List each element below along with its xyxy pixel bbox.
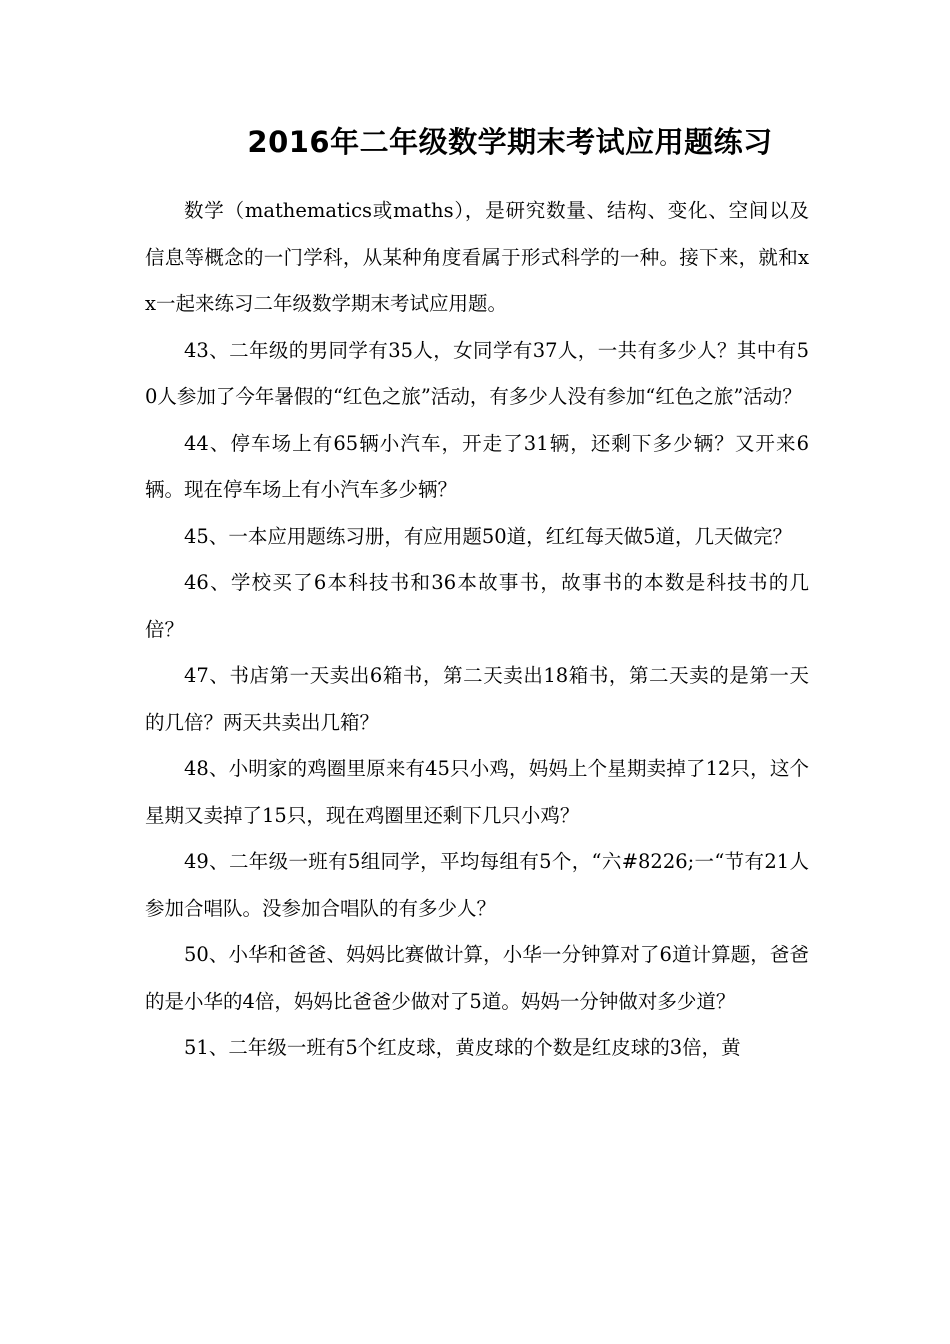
document-title: 2016年二年级数学期末考试应用题练习 [247, 125, 773, 159]
question-50: 50、小华和爸爸、妈妈比赛做计算，小华一分钟算对了6道计算题，爸爸的是小华的4倍，妈妈比爸爸少做对了5道。妈妈一分钟做对多少道？ [145, 943, 809, 1013]
question-48: 48、小明家的鸡圈里原来有45只小鸡，妈妈上个星期卖掉了12只，这个星期又卖掉了15只，现在鸡圈里还剩下几只小鸡？ [145, 757, 809, 827]
question-44: 44、停车场上有65辆小汽车，开走了31辆，还剩下多少辆？又开来6辆。现在停车场上有小汽车多少辆？ [145, 431, 809, 501]
question-46: 46、学校买了6本科技书和36本故事书，故事书的本数是科技书的几倍？ [145, 571, 809, 641]
question-51: 51、二年级一班有5个红皮球，黄皮球的个数是红皮球的3倍，黄 [184, 1036, 741, 1059]
question-47: 47、书店第一天卖出6箱书，第二天卖出18箱书，第二天卖的是第一天的几倍？两天共卖出几箱？ [145, 664, 809, 734]
question-49: 49、二年级一班有5组同学，平均每组有5个，“六#8226;一“节有21人参加合唱队。没参加合唱队的有多少人？ [145, 850, 809, 920]
question-43: 43、二年级的男同学有35人，女同学有37人，一共有多少人？其中有50人参加了今年暑假的“红色之旅”活动，有多少人没有参加“红色之旅”活动？ [145, 338, 809, 408]
intro-paragraph: 数学（mathematics或maths），是研究数量、结构、变化、空间以及信息等概念的一门学科，从某种角度看属于形式科学的一种。接下来，就和xx一起来练习二年级数学期末考试应用题。 [145, 199, 809, 315]
document-body [145, 188, 809, 1072]
question-45: 45、一本应用题练习册，有应用题50道，红红每天做5道，几天做完？ [184, 524, 793, 548]
